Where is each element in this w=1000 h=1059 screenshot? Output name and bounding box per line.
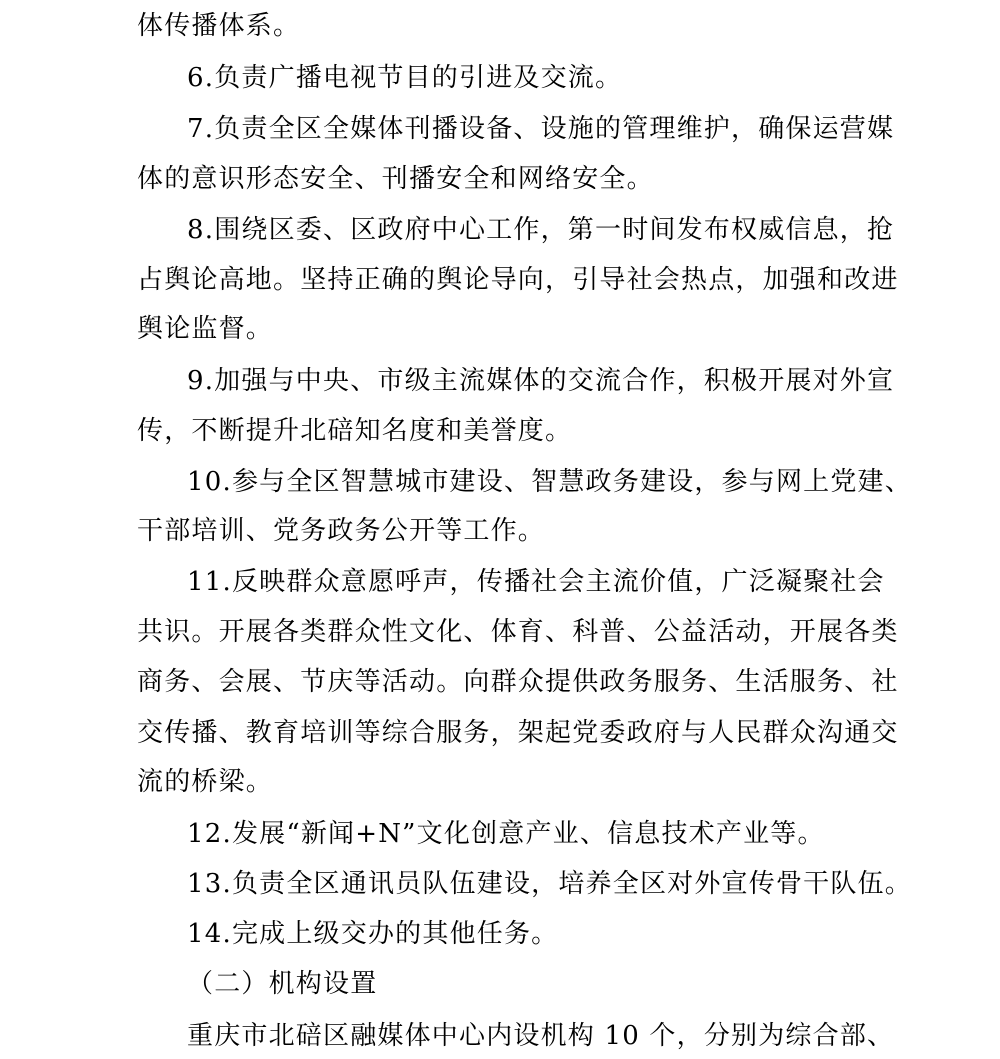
text-line: 共识。开展各类群众性文化、体育、科普、公益活动，开展各类 [137,617,899,647]
text-line: 6.负责广播电视节目的引进及交流。 [187,63,623,93]
text-line: 舆论监督。 [137,314,274,344]
text-line: 13.负责全区通讯员队伍建设，培养全区对外宣传骨干队伍。 [187,869,912,899]
text-line: 体的意识形态安全、刊播安全和网络安全。 [137,164,654,194]
section-heading: （二）机构设置 [187,969,378,999]
text-line: 流的桥梁。 [137,767,274,797]
text-line: 8.围绕区委、区政府中心工作，第一时间发布权威信息，抢 [187,215,895,245]
text-line: 12.发展“新闻+N”文化创意产业、信息技术产业等。 [187,819,825,849]
text-line: 9.加强与中央、市级主流媒体的交流合作，积极开展对外宣 [187,366,895,396]
text-line: 干部培训、党务政务公开等工作。 [137,516,546,546]
text-line: 交传播、教育培训等综合服务，架起党委政府与人民群众沟通交 [137,718,899,748]
text-line: 14.完成上级交办的其他任务。 [187,919,559,949]
text-line: 10.参与全区智慧城市建设、智慧政务建设，参与网上党建、 [187,467,912,497]
text-line: 商务、会展、节庆等活动。向群众提供政务服务、生活服务、社 [137,667,899,697]
text-line: 占舆论高地。坚持正确的舆论导向，引导社会热点，加强和改进 [137,265,899,295]
text-line: 11.反映群众意愿呼声，传播社会主流价值，广泛凝聚社会 [187,567,885,597]
text-line: 7.负责全区全媒体刊播设备、设施的管理维护，确保运营媒 [187,114,895,144]
text-line: 传，不断提升北碚知名度和美誉度。 [137,416,573,446]
text-line: 重庆市北碚区融媒体中心内设机构 10 个，分别为综合部、 [187,1021,895,1051]
text-line: 体传播体系。 [137,11,301,41]
